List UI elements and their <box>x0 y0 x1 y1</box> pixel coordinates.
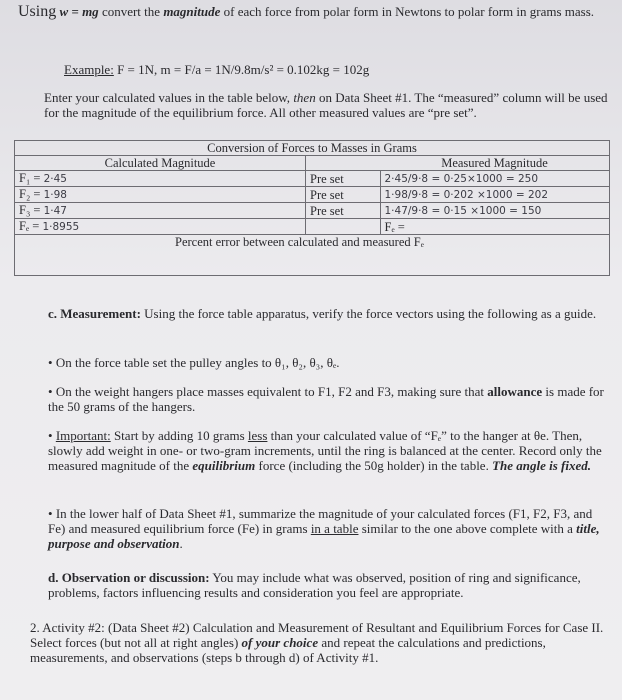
measurement-text: Using the force table apparatus, verify the force vectors using the following as a guide. <box>140 306 597 321</box>
observation-label: d. Observation or discussion: <box>48 570 210 585</box>
enter-text-b: on Data Sheet #1. The “measured” column will be used for the magnitude of the equilibrium force. All other measured values are “pre set”. <box>44 90 608 120</box>
bullet-text-c: force (including the 50g holder) in the table. <box>255 458 493 473</box>
row-label: F₃ = <box>19 203 41 217</box>
table-title-row <box>15 141 610 156</box>
conversion-table <box>14 140 610 276</box>
example-line <box>64 62 369 78</box>
observation-paragraph <box>48 570 608 600</box>
preset-cell: Pre set <box>306 171 381 187</box>
row-label: F₂ = <box>19 187 41 201</box>
bullet-text-a: Start by adding 10 grams <box>110 428 248 443</box>
bullet-text-a: On the weight hangers place masses equivalent to F1, F2 and F3, making sure that <box>55 384 488 399</box>
calc-header: Calculated Magnitude <box>15 156 306 171</box>
meas-cell: 1·47/9·8 = 0·15 ×1000 = 150 <box>380 203 610 219</box>
preset-cell: Pre set <box>306 187 381 203</box>
calc-value: 2·45 <box>43 173 67 185</box>
meas-cell: Fₑ = <box>380 219 610 235</box>
intro-text-b: of each force from polar form in Newtons to polar form in grams mass. <box>220 4 595 19</box>
bullet-dot-icon: • <box>48 355 53 370</box>
preset-cell: Pre set <box>306 203 381 219</box>
calc-value: 1·8955 <box>42 221 80 233</box>
intro-start: Using <box>18 3 57 20</box>
less-word: less <box>247 428 268 443</box>
bullet-summarize <box>48 506 610 551</box>
table-row <box>15 171 610 187</box>
bullet-text-b: than your calculated value of “Fₑ” to the hanger at θe. Then, slowly add weight in one- or two-gram increments, until the ring is balanced at the center. Record only the measured magnitude of the <box>48 428 602 473</box>
activity-text-b: and repeat the calculations and predictions, measurements, and observations (steps b through d) of Activity #1. <box>30 635 546 665</box>
bullet-weight-hangers <box>48 384 610 414</box>
row-label: F₁ = <box>19 171 41 185</box>
calc-cell <box>15 219 306 235</box>
meas-header: Measured Magnitude <box>380 156 610 171</box>
preset-header-blank <box>306 156 381 171</box>
calc-cell <box>15 203 306 219</box>
bullet-text-a: In the lower half of Data Sheet #1, summarize the magnitude of your calculated forces (F1, F2, F3, and Fe) and measured equilibrium force (Fe) in grams <box>48 506 593 536</box>
bullet-dot-icon: • <box>48 428 53 443</box>
bullet-important <box>48 428 610 473</box>
angle-fixed-note: The angle is fixed. <box>492 458 592 473</box>
meas-cell: 2·45/9·8 = 0·25×1000 = 250 <box>380 171 610 187</box>
measurement-paragraph <box>48 306 608 321</box>
calc-value: 1·98 <box>43 189 67 201</box>
bullet-text: On the force table set the pulley angles to θ₁, θ₂, θ₃, θₑ. <box>55 355 340 370</box>
example-formula: F = 1N, m = F/a = 1N/9.8m/s² = 0.102kg = 102g <box>113 62 370 77</box>
row-label: Fₑ = <box>19 219 40 233</box>
intro-magnitude: magnitude <box>163 4 221 19</box>
activity-text-a: 2. Activity #2: (Data Sheet #2) Calculation and Measurement of Resultant and Equilibrium Forces for Case II. Select forces (but not all at right angles) <box>30 620 604 650</box>
measurement-label: c. Measurement: <box>48 306 141 321</box>
enter-then: then <box>293 90 316 105</box>
meas-cell: 1·98/9·8 = 0·202 ×1000 = 202 <box>380 187 610 203</box>
table-header-row <box>15 156 610 171</box>
intro-paragraph <box>18 4 608 19</box>
table-row <box>15 219 610 235</box>
calc-value: 1·47 <box>43 205 67 217</box>
bullet-text-c: . <box>179 536 183 551</box>
important-label: Important: <box>55 428 111 443</box>
percent-error-label: Percent error between calculated and measured Fₑ <box>15 235 610 276</box>
bullet-text-b: similar to the one above complete with a <box>358 521 577 536</box>
of-your-choice: of your choice <box>241 635 319 650</box>
preset-cell <box>306 219 381 235</box>
equilibrium-word: equilibrium <box>192 458 256 473</box>
example-label: Example: <box>64 62 114 77</box>
calc-cell <box>15 187 306 203</box>
calc-cell <box>15 171 306 187</box>
title-purpose-observation: title, purpose and observation <box>48 521 600 551</box>
bullet-pulley-angles <box>48 355 610 370</box>
bullet-dot-icon: • <box>48 506 53 521</box>
activity-paragraph <box>30 620 618 665</box>
table-title: Conversion of Forces to Masses in Grams <box>15 141 610 156</box>
table-row <box>15 187 610 203</box>
enter-text-a: Enter your calculated values in the table below, <box>44 90 294 105</box>
intro-text-a: convert the <box>98 4 164 19</box>
table-row <box>15 203 610 219</box>
bullet-text-b: is made for the 50 grams of the hangers. <box>48 384 604 414</box>
enter-instructions <box>44 90 609 120</box>
observation-text: You may include what was observed, position of ring and significance, problems, factors influencing results and consideration you feel are appropriate. <box>48 570 581 600</box>
percent-error-row <box>15 235 610 276</box>
allowance-word: allowance <box>487 384 543 399</box>
in-a-table-phrase: in a table <box>310 521 359 536</box>
bullet-dot-icon: • <box>48 384 53 399</box>
formula-w-mg: w = mg <box>59 4 99 19</box>
